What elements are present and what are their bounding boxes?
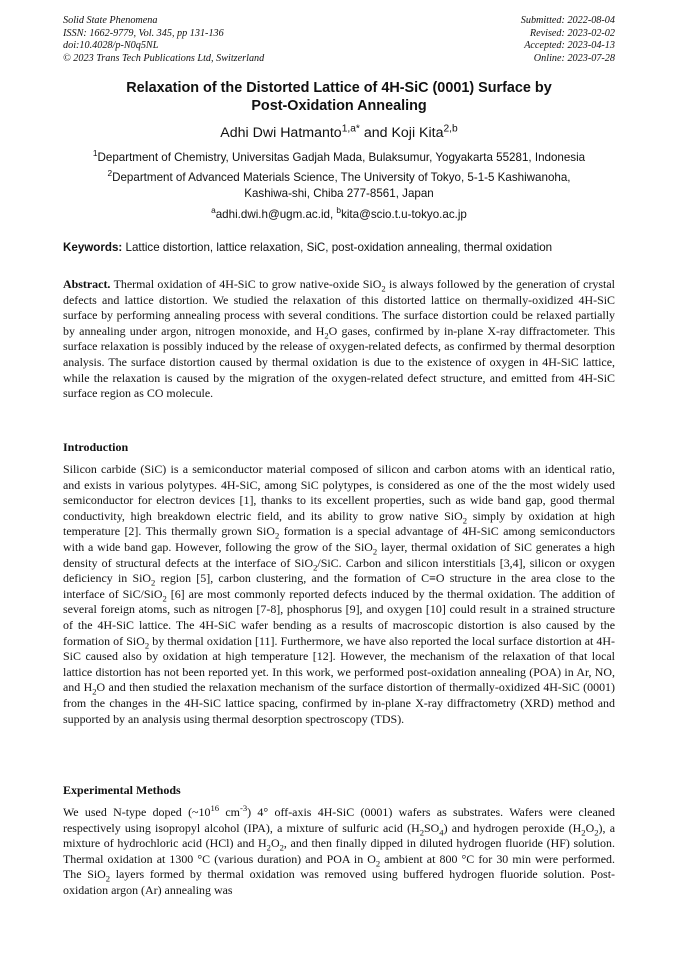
online-date: Online: 2023-07-28 — [533, 52, 615, 64]
body-text: SO — [424, 820, 440, 835]
abstract-text: Thermal oxidation of 4H-SiC to grow native-oxide SiO — [110, 277, 382, 291]
accepted-date: Accepted: 2023-04-13 — [524, 40, 615, 51]
keywords-label: Keywords: — [63, 241, 123, 254]
subscript: 2 — [462, 515, 467, 526]
body-text: Silicon carbide (SiC) is a semiconductor material composed of silicon and carbon atoms with an identical ratio, and exists in various polytypes. 4H-SiC, among SiC polytypes, is considered as one of the the most widely used semiconductor for electron devices [1], thanks to its excellent properties, such as wide band gap, good thermal conductivity, high breakdown electric field, and its ability to grow native SiO — [63, 462, 615, 523]
email-a[interactable]: adhi.dwi.h@ugm.ac.id, — [215, 208, 337, 221]
body-text: ) 4° off-axis 4H-SiC (0001) wafers as substrates. Wafers were cleaned respectively using isopropyl alcohol (IPA), a mixture of sulfuric acid (H — [63, 805, 616, 835]
methods-heading: Experimental Methods — [63, 783, 181, 797]
email-b[interactable]: kita@scio.t.u-tokyo.ac.jp — [341, 208, 467, 221]
body-text: formation is a special advantage of 4H-SiC among semiconductors with a wide band gap. However, following the grow of the SiO — [63, 524, 615, 554]
subscript: 2 — [105, 873, 111, 884]
author-list — [63, 124, 615, 142]
author-2: Koji Kita — [391, 125, 444, 141]
journal-header-left — [63, 15, 264, 65]
body-text: We used N-type doped (~10 — [63, 805, 211, 819]
subscript: 2 — [151, 577, 156, 588]
subscript: 2 — [372, 546, 378, 557]
introduction-heading: Introduction — [63, 440, 129, 454]
body-text: layers formed by thermal oxidation was removed using buffered hydrogen fluoride solution. Post-oxidation argon (Ar) annealing was — [63, 867, 615, 897]
body-text: , and then finally dipped in diluted hydrogen fluoride (HF) solution. Thermal oxidation at 1300 °C (various duration) and POA in O — [63, 836, 615, 866]
abstract — [63, 277, 615, 402]
subscript: 4 — [439, 826, 444, 837]
methods-body — [63, 805, 615, 899]
body-text: [6] are most commonly reported defects induced by the thermal oxidation. The addition of several foreign atoms, such as nitrogen [7-8], phosphorus [9], and oxygen [10] could result in a strained structure of the 4H-SiC lattice. The 4H-SiC wafer bending as a results of macroscopic distortion is also caused by the formation of SiO — [63, 586, 615, 648]
author-2-marker: 2,b — [443, 123, 458, 135]
doi: doi:10.4028/p-N0q5NL — [63, 40, 159, 51]
paper-title — [63, 80, 615, 115]
author-conjunction: and — [359, 125, 392, 141]
body-text: O — [585, 820, 595, 835]
subscript: 2 — [266, 842, 271, 853]
issn: ISSN: 1662-9779, Vol. 345, pp 131-136 — [63, 27, 224, 39]
submitted-date: Submitted: 2022-08-04 — [520, 15, 615, 26]
subscript: 2 — [324, 330, 329, 341]
body-text: ambient at 800 °C for 30 min were performed. The SiO — [63, 851, 615, 882]
superscript: -3 — [239, 803, 248, 814]
keywords — [63, 240, 615, 255]
body-text: O and then studied the relaxation mechanism of the surface distortion of thermally-oxidized 4H-SiC (0001) from the changes in the 4H-SiC lattice spacing, confirmed by in-plane X-ray diffractometry (XRD) method and supported by an analysis using thermal desorption spectroscopy (TDS). — [63, 680, 616, 726]
subscript: 2 — [274, 530, 280, 541]
subscript: 2 — [162, 593, 167, 604]
subscript: 2 — [92, 686, 97, 697]
body-text: region [5], carbon clustering, and the formation of C≡O structure in the area close to the interface of SiC/SiO — [63, 571, 615, 601]
subscript: 2 — [594, 826, 599, 837]
copyright: © 2023 Trans Tech Publications Ltd, Switzerland — [63, 52, 265, 64]
keywords-text: Lattice distortion, lattice relaxation, SiC, post-oxidation annealing, thermal oxidation — [122, 241, 553, 254]
affiliation-2-line-2: Kashiwa-shi, Chiba 277-8561, Japan — [244, 187, 434, 200]
abstract-text: O gases, confirmed by in-plane X-ray diffractometer. This surface relaxation is possibly induced by the release of oxygen-related defects, as confirmed by thermal desorption analysis. The surface distortion caused by thermal oxidation is due to the existence of oxygen in 4H-SiC lattice, while the relaxation is caused by the migration of the oxygen-related defect structure, and emitted from 4H-SiC surface region as CO molecule. — [63, 323, 615, 401]
email-b-marker: b — [336, 205, 342, 216]
body-text: /SiC. Carbon and silicon interstitials [3,4], silicon or oxygen deficiency in SiO — [63, 555, 615, 586]
title-line-1: Relaxation of the Distorted Lattice of 4H-SiC (0001) Surface by — [126, 80, 552, 96]
email-a-marker: a — [211, 205, 216, 216]
body-text: ), a mixture of hydrochloric acid (HCl) and H — [63, 820, 615, 851]
affiliation-1-text: Department of Chemistry, Universitas Gadjah Mada, Bulaksumur, Yogyakarta 55281, Indonesia — [97, 151, 586, 164]
abstract-text: is always followed by the generation of crystal defects and lattice distortion. We studied the relaxation of this distorted lattice on thermally-oxidized 4H-SiC surface by performing annealing process with several conditions. The surface distortion could be relaxed partially by annealing under argon, nitrogen monoxide, and H — [63, 277, 615, 338]
subscript: 2 — [381, 283, 386, 294]
subscript: 2 — [375, 858, 381, 869]
abstract-label: Abstract. — [63, 277, 111, 291]
author-1-marker: 1,a* — [341, 123, 360, 135]
introduction-body — [63, 462, 615, 727]
affiliation-1 — [63, 150, 615, 166]
author-emails — [63, 207, 615, 223]
body-text: O — [270, 836, 280, 851]
subscript: 2 — [581, 826, 586, 837]
journal-header-right — [521, 15, 615, 65]
body-text: layer, thermal oxidation of SiC generates a high density of structural defects at the interface of SiO — [63, 539, 615, 570]
title-line-2: Post-Oxidation Annealing — [251, 97, 427, 114]
journal-name: Solid State Phenomena — [63, 15, 158, 26]
subscript: 2 — [419, 826, 425, 837]
author-1: Adhi Dwi Hatmanto — [220, 125, 342, 141]
subscript: 2 — [313, 561, 318, 572]
affiliation-2-line-1: Department of Advanced Materials Science, The University of Tokyo, 5-1-5 Kashiwanoha, — [112, 171, 571, 184]
body-text: ) and hydrogen peroxide (H — [443, 820, 582, 835]
body-text: simply by oxidation at high temperature [2]. This thermally grown SiO — [63, 508, 616, 539]
subscript: 2 — [279, 842, 284, 853]
body-text: by thermal oxidation [11]. Furthermore, we have also reported the local surface distortion at 4H-SiC caused also by oxidation at high temperature [12]. However, the mechanism of the relaxation of that local lattice distortion has not been reported yet. In this work, we performed post-oxidation annealing (POA) in Ar, NO, and H — [63, 633, 615, 695]
affiliation-2 — [63, 170, 615, 202]
body-text: cm — [219, 805, 240, 819]
affiliation-1-marker: 1 — [92, 148, 98, 159]
superscript: 16 — [210, 803, 220, 814]
revised-date: Revised: 2023-02-02 — [529, 27, 615, 39]
subscript: 2 — [144, 639, 150, 650]
affiliation-2-marker: 2 — [107, 168, 113, 179]
